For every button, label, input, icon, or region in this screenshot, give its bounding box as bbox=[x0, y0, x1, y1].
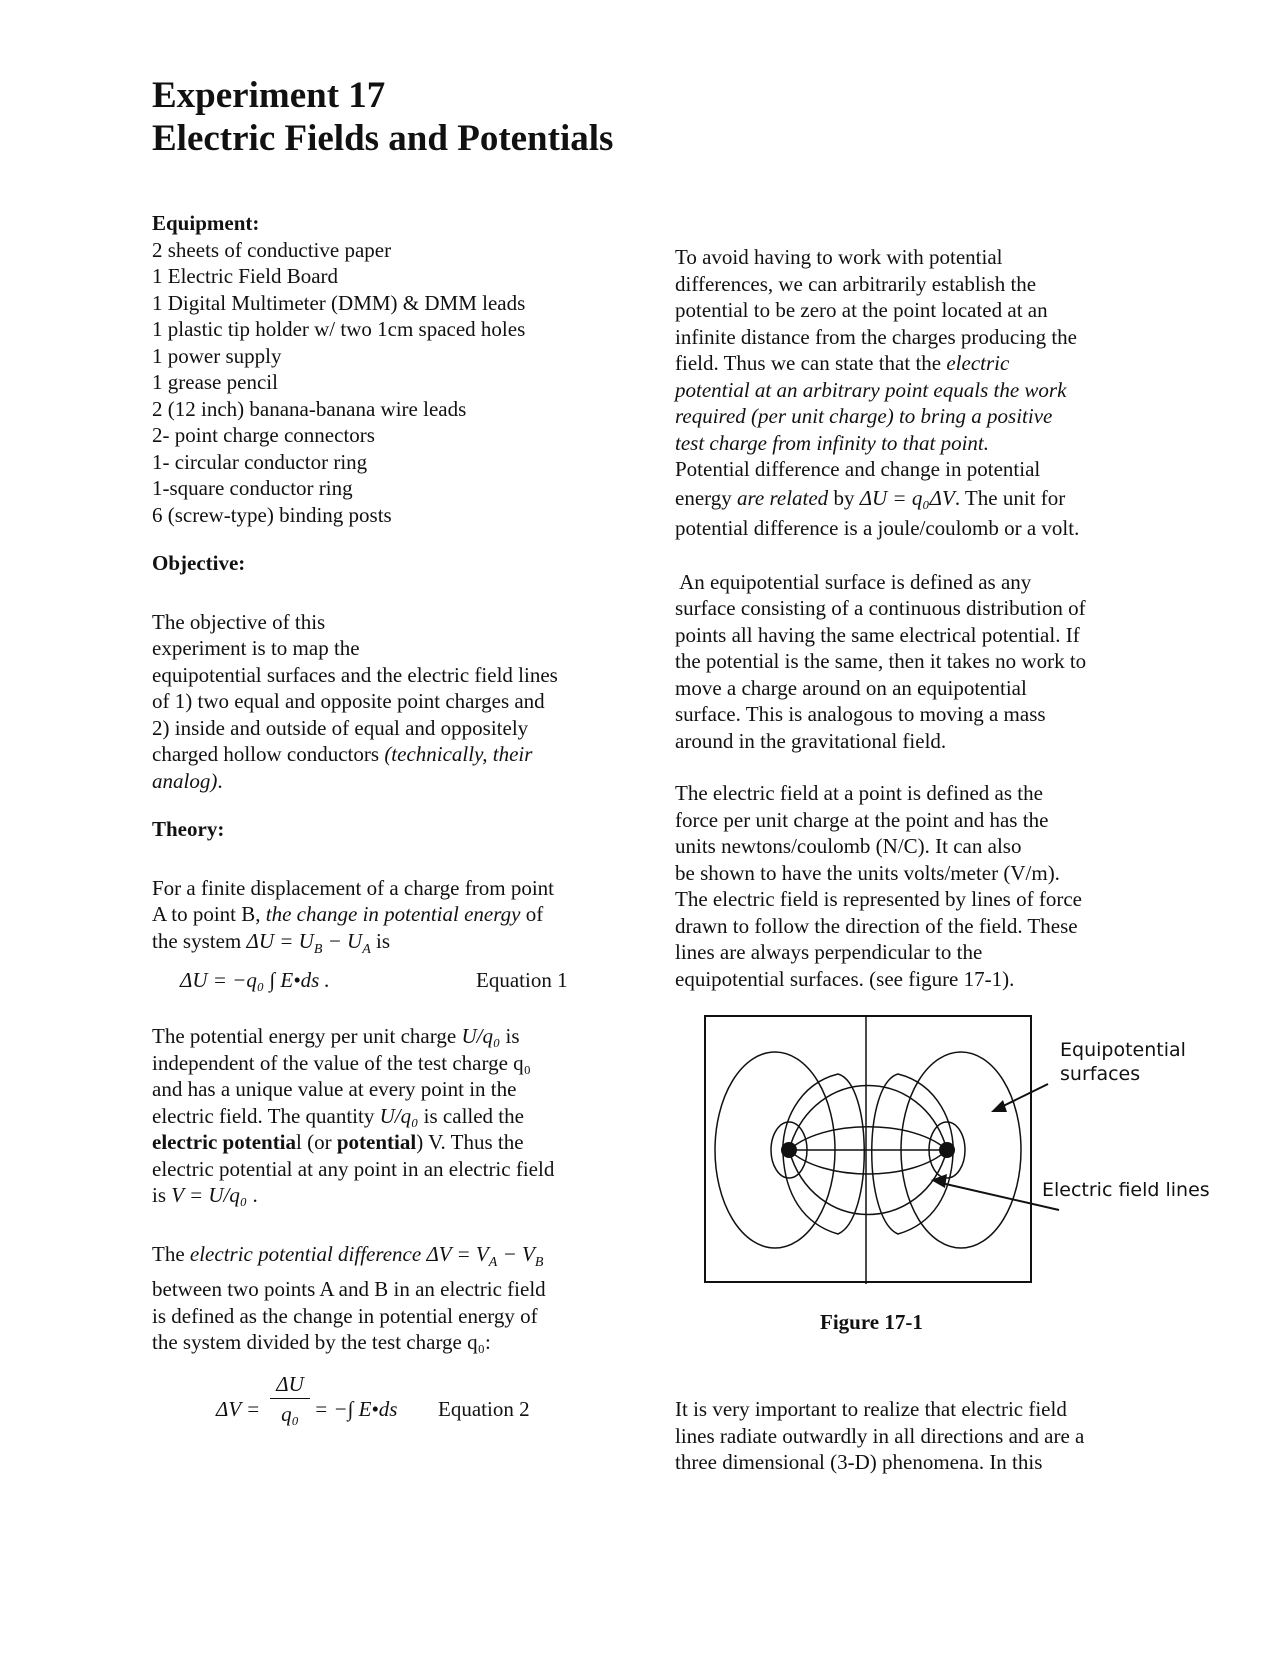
equation-2-numerator: ΔU bbox=[270, 1370, 310, 1399]
body-line-italic: test charge from infinity to that point. bbox=[675, 430, 990, 455]
equipment-item: 1 Digital Multimeter (DMM) & DMM leads bbox=[152, 290, 526, 315]
text-run: is bbox=[370, 928, 391, 953]
body-line: potential difference is a joule/coulomb or a volt. bbox=[675, 515, 1080, 540]
inline-math: U/q₀ bbox=[461, 1024, 501, 1049]
body-line: be shown to have the units volts/meter (V/m). bbox=[675, 860, 1060, 885]
theory-heading: Theory: bbox=[152, 817, 225, 841]
inline-math: V = U/q₀ bbox=[171, 1183, 248, 1208]
text-run: The potential energy per unit charge bbox=[152, 1024, 462, 1049]
body-line: An equipotential surface is defined as any bbox=[675, 569, 1032, 594]
body-line: differences, we can arbitrarily establish the bbox=[675, 271, 1037, 296]
equation-2-fraction bbox=[270, 1370, 310, 1429]
body-line-italic: potential at an arbitrary point equals the work bbox=[675, 377, 1067, 402]
theory-line: electric potential at any point in an electric field bbox=[152, 1156, 555, 1181]
inline-math: U/q₀ bbox=[379, 1103, 419, 1128]
equipment-item: 1 power supply bbox=[152, 343, 282, 368]
body-line bbox=[675, 483, 1155, 513]
theory-line bbox=[152, 1023, 622, 1050]
math-subscript: A bbox=[488, 1254, 498, 1270]
objective-line: experiment is to map the bbox=[152, 636, 360, 660]
inline-math: − U bbox=[322, 928, 363, 953]
callout-text: Equipotential bbox=[1060, 1039, 1186, 1061]
field-line-top-inner bbox=[789, 1127, 947, 1150]
equipment-item: 2 (12 inch) banana-banana wire leads bbox=[152, 396, 467, 421]
objective-line bbox=[152, 768, 622, 795]
field-line-bottom-outer bbox=[789, 1150, 947, 1215]
theory-line bbox=[152, 1241, 622, 1277]
figure-caption: Figure 17-1 bbox=[820, 1310, 923, 1334]
point-charge-left bbox=[781, 1142, 797, 1158]
right-column bbox=[675, 244, 1155, 992]
text-run: A to point B, bbox=[152, 902, 266, 926]
body-line: The electric field at a point is defined as the bbox=[675, 781, 1043, 805]
title-line-2: Electric Fields and Potentials bbox=[152, 118, 614, 159]
title-line-1: Experiment 17 bbox=[152, 75, 386, 116]
equation-2-label: Equation 2 bbox=[438, 1396, 530, 1421]
text-run-italic: electric potential difference bbox=[189, 1241, 422, 1266]
text-run-bold: potential bbox=[336, 1130, 417, 1155]
text-run: is bbox=[500, 1024, 520, 1049]
inline-math: − V bbox=[497, 1241, 535, 1266]
text-run: field. Thus we can state that the bbox=[675, 351, 947, 375]
text-run: is called the bbox=[418, 1103, 524, 1128]
equipment-list bbox=[152, 237, 622, 529]
text-run: electric field. The quantity bbox=[152, 1103, 380, 1128]
text-run: ) V. Thus the bbox=[416, 1130, 524, 1155]
body-line: around in the gravitational field. bbox=[675, 728, 947, 753]
equipment-item: 6 (screw-type) binding posts bbox=[152, 502, 392, 527]
inline-math: ΔU = U bbox=[246, 928, 314, 953]
point-charge-right bbox=[939, 1142, 955, 1158]
body-line: move a charge around on an equipotential bbox=[675, 675, 1027, 700]
body-line bbox=[675, 350, 1155, 377]
text-run: energy bbox=[675, 485, 738, 510]
theory-line: independent of the value of the test charge q₀ bbox=[152, 1050, 531, 1075]
math-subscript: B bbox=[313, 941, 323, 957]
field-line-top-outer bbox=[789, 1086, 947, 1151]
text-run: . The unit for bbox=[954, 485, 1066, 510]
equation-2-denominator: q₀ bbox=[281, 1401, 299, 1426]
equation-2-lhs: ΔV = bbox=[216, 1396, 261, 1421]
theory-line bbox=[152, 1182, 622, 1209]
theory-line: is defined as the change in potential energy of bbox=[152, 1303, 538, 1328]
objective-line: 2) inside and outside of equal and oppositely bbox=[152, 715, 529, 740]
equipment-item: 1-square conductor ring bbox=[152, 476, 353, 500]
text-run-italic: electric bbox=[946, 351, 1010, 375]
equation-2-rhs: = −∫ E•ds bbox=[314, 1396, 398, 1421]
text-run: The bbox=[152, 1241, 190, 1266]
inline-math: ΔV = V bbox=[421, 1241, 489, 1266]
callout-text: surfaces bbox=[1060, 1063, 1141, 1085]
arrowhead-equipotential bbox=[991, 1100, 1007, 1112]
objective-text bbox=[152, 609, 622, 795]
body-line: surface consisting of a continuous distribution of bbox=[675, 596, 1086, 620]
theory-line bbox=[152, 1129, 622, 1156]
text-run: by bbox=[828, 485, 860, 510]
objective-line: The objective of this bbox=[152, 609, 326, 634]
body-line: force per unit charge at the point and has the bbox=[675, 807, 1049, 832]
theory-paragraph-3 bbox=[152, 1241, 622, 1356]
equipment-item: 1- circular conductor ring bbox=[152, 449, 368, 474]
objective-line: of 1) two equal and opposite point charges and bbox=[152, 689, 545, 713]
math-subscript: A bbox=[362, 941, 371, 957]
text-run-italic: the change in potential energy bbox=[265, 902, 521, 926]
body-line: It is very important to realize that electric field bbox=[675, 1397, 1067, 1421]
inline-math: ΔU = q₀ΔV bbox=[859, 485, 955, 510]
body-line-italic: required (per unit charge) to bring a positive bbox=[675, 404, 1053, 428]
objective-heading: Objective: bbox=[152, 551, 246, 575]
callout-arrow-field-lines bbox=[937, 1182, 1059, 1210]
body-line: points all having the same electrical potential. If bbox=[675, 622, 1080, 647]
text-run: is bbox=[152, 1183, 172, 1208]
text-run-bold: electric potentia bbox=[152, 1130, 297, 1155]
right-paragraph-4 bbox=[675, 1396, 1155, 1476]
objective-text-italic: analog) bbox=[152, 768, 218, 793]
left-column bbox=[152, 210, 622, 1450]
body-line: lines radiate outwardly in all directions and are a bbox=[675, 1423, 1085, 1448]
body-line: infinite distance from the charges producing the bbox=[675, 324, 1077, 349]
equipment-heading: Equipment: bbox=[152, 211, 260, 235]
math-subscript: B bbox=[534, 1254, 544, 1270]
objective-line bbox=[152, 741, 622, 768]
theory-paragraph-2 bbox=[152, 1023, 622, 1209]
body-line: drawn to follow the direction of the field. These bbox=[675, 913, 1078, 938]
equation-2 bbox=[152, 1370, 622, 1450]
body-line: Potential difference and change in potential bbox=[675, 457, 1041, 481]
theory-line bbox=[152, 928, 622, 964]
theory-line: and has a unique value at every point in the bbox=[152, 1077, 517, 1102]
body-line: the potential is the same, then it takes no work to bbox=[675, 649, 1087, 673]
objective-text-plain: charged hollow conductors bbox=[152, 742, 385, 766]
field-line-bottom-inner bbox=[789, 1150, 947, 1174]
right-paragraph-1 bbox=[675, 244, 1155, 543]
callout-equipotential-surfaces bbox=[1060, 1038, 1186, 1086]
theory-paragraph-1 bbox=[152, 875, 622, 964]
body-line: lines are always perpendicular to the bbox=[675, 940, 983, 964]
body-line: units newtons/coulomb (N/C). It can also bbox=[675, 834, 1022, 858]
text-run: . bbox=[247, 1183, 258, 1208]
equipment-item: 2- point charge connectors bbox=[152, 423, 375, 447]
theory-line: between two points A and B in an electric field bbox=[152, 1277, 546, 1302]
callout-electric-field-lines: Electric field lines bbox=[1042, 1179, 1210, 1201]
body-line: potential to be zero at the point located at an bbox=[675, 298, 1048, 322]
page-title bbox=[152, 74, 613, 160]
body-line: To avoid having to work with potential bbox=[675, 245, 1003, 269]
text-run-italic: are related bbox=[737, 485, 829, 510]
text-run: the system bbox=[152, 928, 247, 953]
equipment-item: 1 plastic tip holder w/ two 1cm spaced holes bbox=[152, 317, 526, 341]
equipment-item: 1 Electric Field Board bbox=[152, 264, 339, 288]
equation-1-label: Equation 1 bbox=[476, 968, 568, 993]
theory-line: For a finite displacement of a charge from point bbox=[152, 875, 554, 900]
body-line: equipotential surfaces. (see figure 17-1). bbox=[675, 966, 1015, 991]
equation-1-math: ΔU = −q₀ ∫ E•ds . bbox=[180, 968, 330, 993]
text-run: of bbox=[520, 902, 544, 926]
theory-line: the system divided by the test charge q₀: bbox=[152, 1330, 491, 1355]
right-paragraph-3 bbox=[675, 780, 1155, 992]
theory-line bbox=[152, 901, 622, 928]
objective-text-italic: (technically, their bbox=[384, 742, 533, 766]
objective-line: equipotential surfaces and the electric field lines bbox=[152, 662, 558, 687]
equation-1 bbox=[152, 963, 622, 997]
body-line: The electric field is represented by lines of force bbox=[675, 887, 1082, 911]
objective-text-plain: . bbox=[217, 768, 223, 793]
theory-line bbox=[152, 1103, 622, 1130]
text-run: l (or bbox=[296, 1130, 337, 1155]
equipment-item: 2 sheets of conductive paper bbox=[152, 237, 392, 262]
body-line: surface. This is analogous to moving a mass bbox=[675, 702, 1046, 726]
right-paragraph-2 bbox=[675, 569, 1155, 755]
body-line: three dimensional (3-D) phenomena. In this bbox=[675, 1450, 1043, 1474]
equipment-item: 1 grease pencil bbox=[152, 370, 278, 394]
